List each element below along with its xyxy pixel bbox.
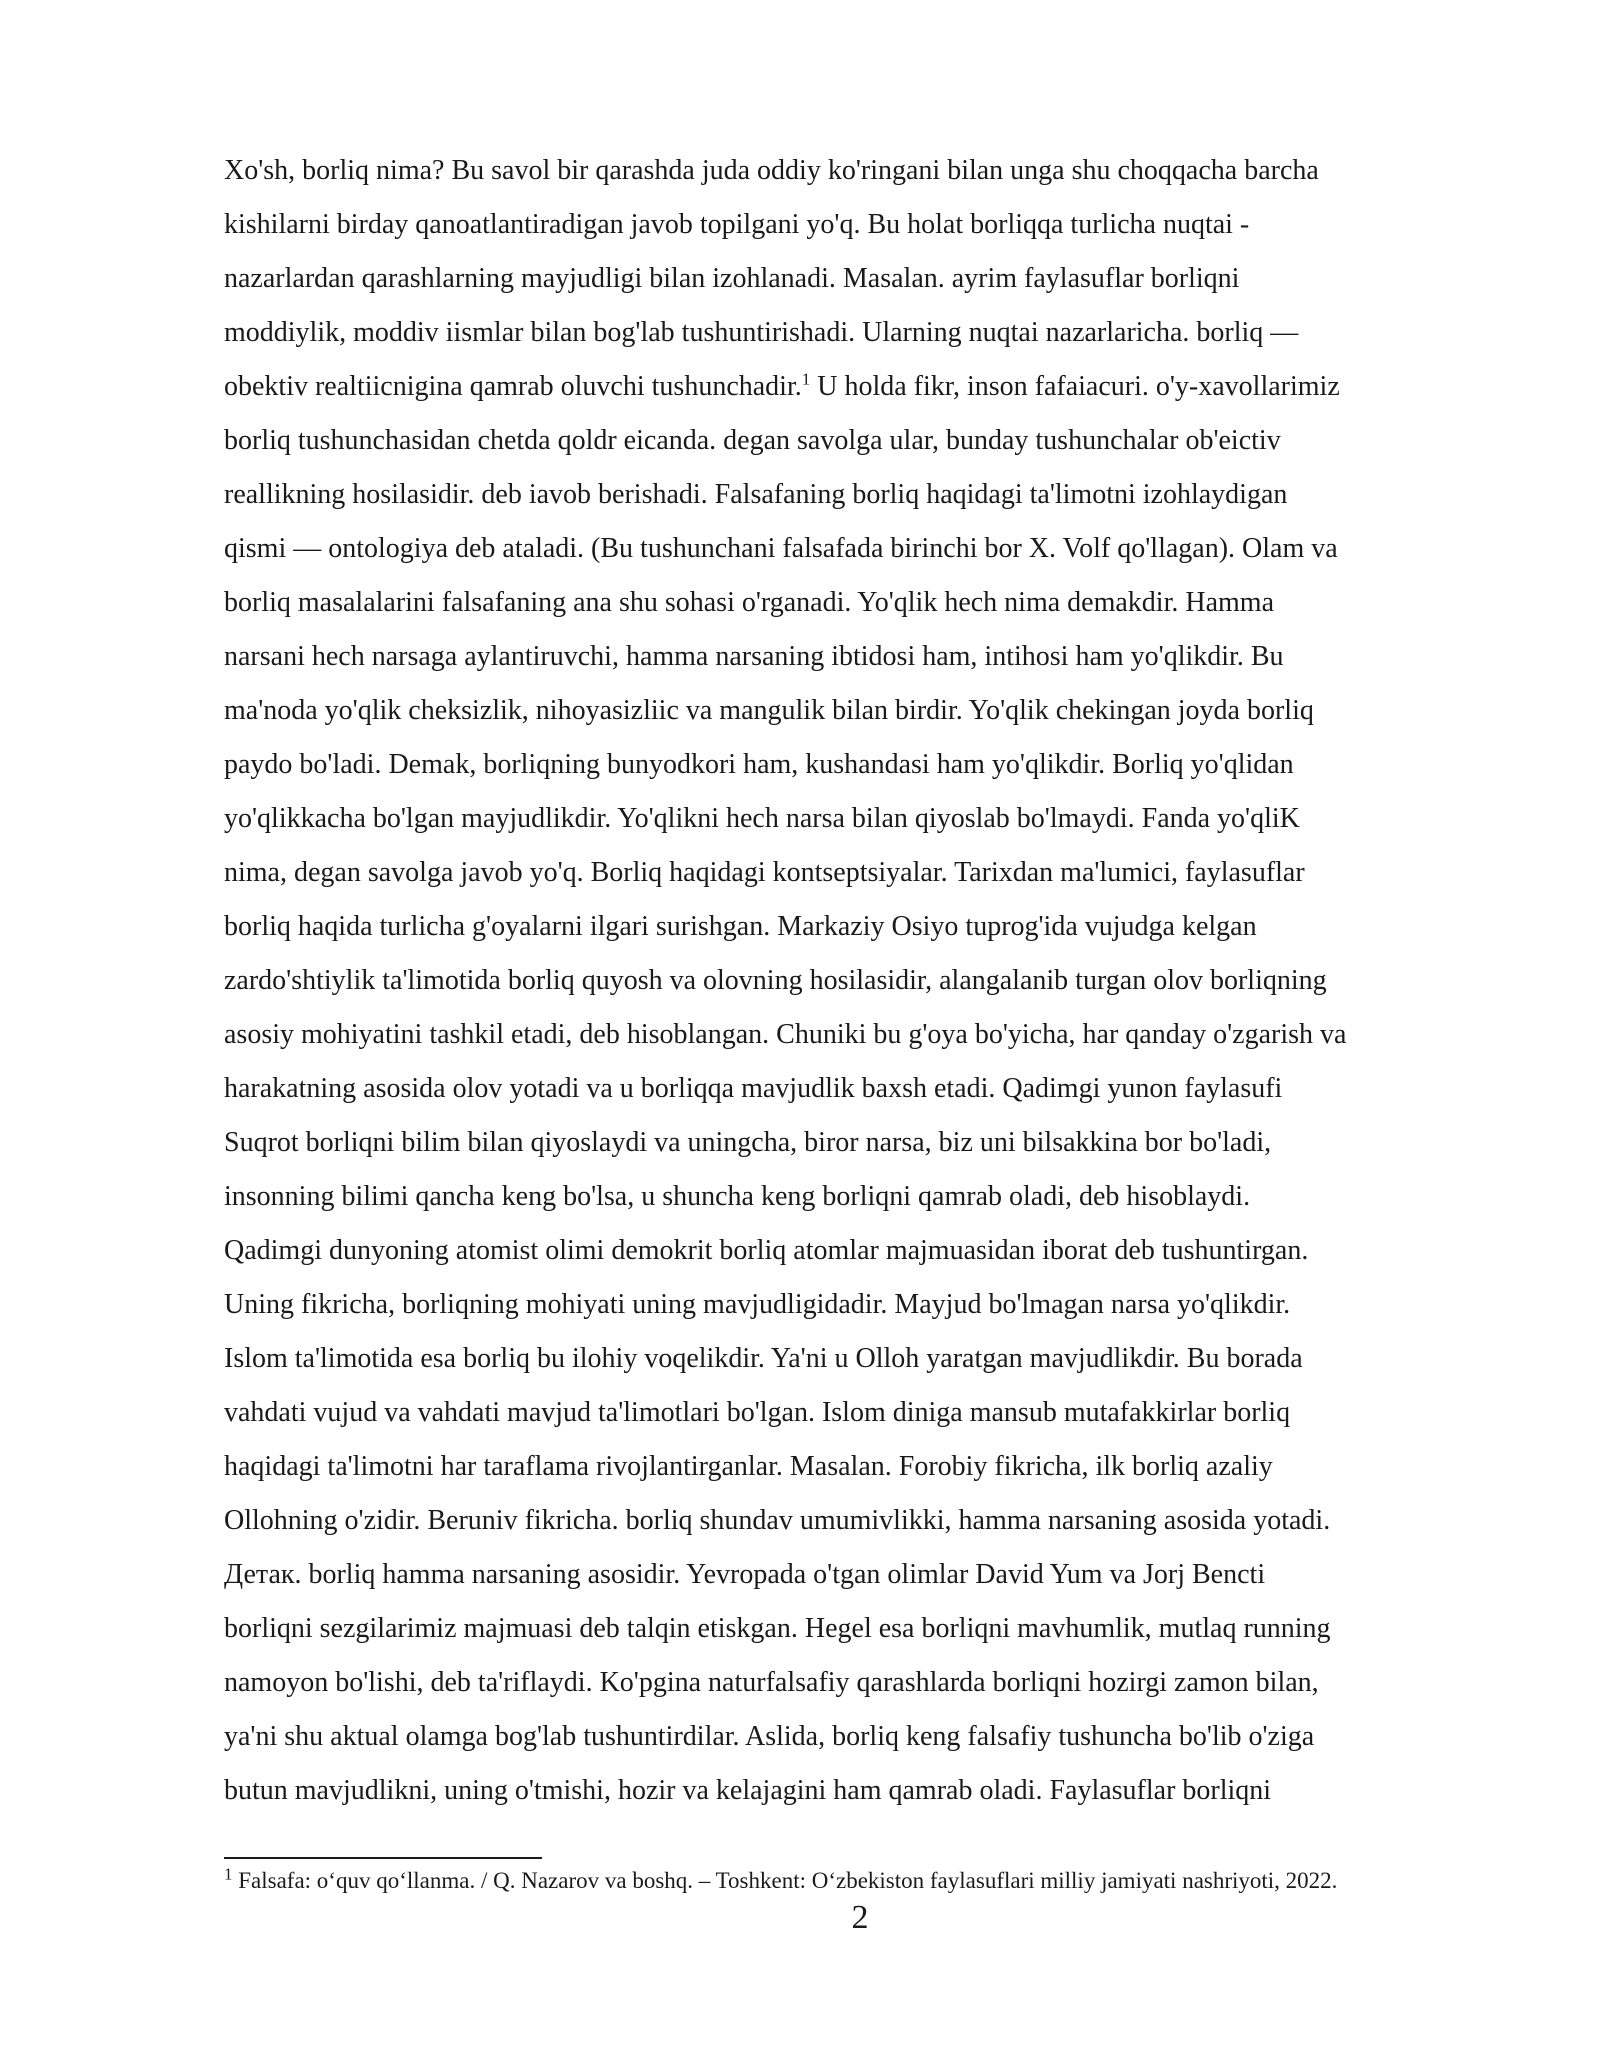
text-line: nazarlardan qarashlarning mayjudligi bilan izohlanadi. Masalan. ayrim faylasuflar borliqni — [224, 263, 1240, 294]
text-line: haqidagi ta'limotni har taraflama rivojlantirganlar. Masalan. Forobiy fikricha, ilk borliq azaliy — [224, 1451, 1273, 1482]
text-line: nima, degan savolga javob yo'q. Borliq haqidagi kontseptsiyalar. Tarixdan ma'lumici, faylasuflar — [224, 857, 1305, 888]
footnote-reference[interactable]: 1 — [801, 369, 811, 389]
text-line: narsani hech narsaga aylantiruvchi, hamma narsaning ibtidosi ham, intihosi ham yo'qlikdir. Bu — [224, 641, 1284, 672]
text-line: borliq haqida turlicha g'oyalarni ilgari surishgan. Markaziy Osiyo tuprog'ida vujudga kelgan — [224, 911, 1257, 942]
text-line: zardo'shtiylik ta'limotida borliq quyosh va olovning hosilasidir, alangalanib turgan olov borliqning — [224, 965, 1327, 996]
text-line: butun mavjudlikni, uning o'tmishi, hozir va kelajagini ham qamrab oladi. Faylasuflar borliqni — [224, 1775, 1272, 1806]
text-line: Qadimgi dunyoning atomist olimi demokrit borliq atomlar majmuasidan iborat deb tushuntirgan. — [224, 1235, 1309, 1266]
text-line: ya'ni shu aktual olamga bog'lab tushuntirdilar. Aslida, borliq keng falsafiy tushuncha bo'lib o'ziga — [224, 1721, 1315, 1752]
text-line: Islom ta'limotida esa borliq bu ilohiy voqelikdir. Ya'ni u Olloh yaratgan mavjudlikdir. Bu borada — [224, 1343, 1303, 1374]
text-line: Ollohning o'zidir. Beruniv fikricha. borliq shundav umumivlikki, hamma narsaning asosida yotadi. — [224, 1505, 1331, 1536]
text-line: borliqni sezgilarimiz majmuasi deb talqin etiskgan. Hegel esa borliqni mavhumlik, mutlaq running — [224, 1613, 1331, 1644]
text-line: kishilarni birday qanoatlantiradigan javob topilgani yo'q. Bu holat borliqqa turlicha nuqtai - — [224, 209, 1250, 240]
footnote-marker: 1 — [224, 1864, 233, 1884]
body-text — [224, 144, 1514, 1818]
text-line: borliq masalalarini falsafaning ana shu sohasi o'rganadi. Yo'qlik hech nima demakdir. Hamma — [224, 587, 1274, 618]
text-line: moddiylik, moddiv iismlar bilan bog'lab tushuntirishadi. Ularning nuqtai nazarlaricha. borliq — — [224, 317, 1299, 348]
text-line: Uning fikricha, borliqning mohiyati uning mavjudligidadir. Mayjud bo'lmagan narsa yo'qlikdir. — [224, 1289, 1291, 1320]
text-line: Детак. borliq hamma narsaning asosidir. Yevropada o'tgan olimlar David Yum va Jorj Bencti — [224, 1559, 1266, 1590]
text-line: vahdati vujud va vahdati mavjud ta'limotlari bo'lgan. Islom diniga mansub mutafakkirlar borliq — [224, 1397, 1291, 1428]
text-line: ma'noda yo'qlik cheksizlik, nihoyasizliic va mangulik bilan birdir. Yo'qlik chekingan joyda borliq — [224, 695, 1314, 726]
text-line: Xo'sh, borliq nima? Bu savol bir qarashda juda oddiy ko'ringani bilan unga shu choqqacha barcha — [224, 155, 1319, 186]
footnote-separator — [224, 1857, 542, 1859]
text-line: Suqrot borliqni bilim bilan qiyoslaydi va uningcha, biror narsa, biz uni bilsakkina bor bo'ladi, — [224, 1127, 1272, 1158]
footnote-text: Falsafa: o‘quv qo‘llanma. / Q. Nazarov va boshq. – Toshkent: O‘zbekiston faylasuflari milliy jamiyati nashriyoti, 2022. — [232, 1868, 1338, 1893]
text-segment: obektiv realtiicnigina qamrab oluvchi tushunchadir. — [224, 371, 802, 402]
text-line: paydo bo'ladi. Demak, borliqning bunyodkori ham, kushandasi ham yo'qlikdir. Borliq yo'qlidan — [224, 749, 1294, 780]
text-line: harakatning asosida olov yotadi va u borliqqa mavjudlik baxsh etadi. Qadimgi yunon faylasufi — [224, 1073, 1283, 1104]
text-line: reallikning hosilasidir. deb iavob berishadi. Falsafaning borliq haqidagi ta'limotni izohlaydigan — [224, 479, 1288, 510]
text-line: insonning bilimi qancha keng bo'lsa, u shuncha keng borliqni qamrab oladi, deb hisoblaydi. — [224, 1181, 1251, 1212]
text-segment: U holda fikr, inson fafaiacuri. o'y-xavollarimiz — [810, 371, 1340, 402]
footnote — [224, 1866, 1524, 1896]
text-line: qismi — ontologiya deb ataladi. (Bu tushunchani falsafada birinchi bor X. Volf qo'llagan). Olam va — [224, 533, 1338, 564]
text-line — [224, 360, 1514, 414]
text-line: asosiy mohiyatini tashkil etadi, deb hisoblangan. Chuniki bu g'oya bo'yicha, har qanday o'zgarish va — [224, 1019, 1347, 1050]
text-line: borliq tushunchasidan chetda qoldr eicanda. degan savolga ular, bunday tushunchalar ob'eictiv — [224, 425, 1281, 456]
text-line: yo'qlikkacha bo'lgan mayjudlikdir. Yo'qlikni hech narsa bilan qiyoslab bo'lmaydi. Fanda yo'qliK — [224, 803, 1300, 834]
page-number: 2 — [851, 1899, 869, 1936]
text-line: namoyon bo'lishi, deb ta'riflaydi. Ko'pgina naturfalsafiy qarashlarda borliqni hozirgi zamon bilan, — [224, 1667, 1319, 1698]
